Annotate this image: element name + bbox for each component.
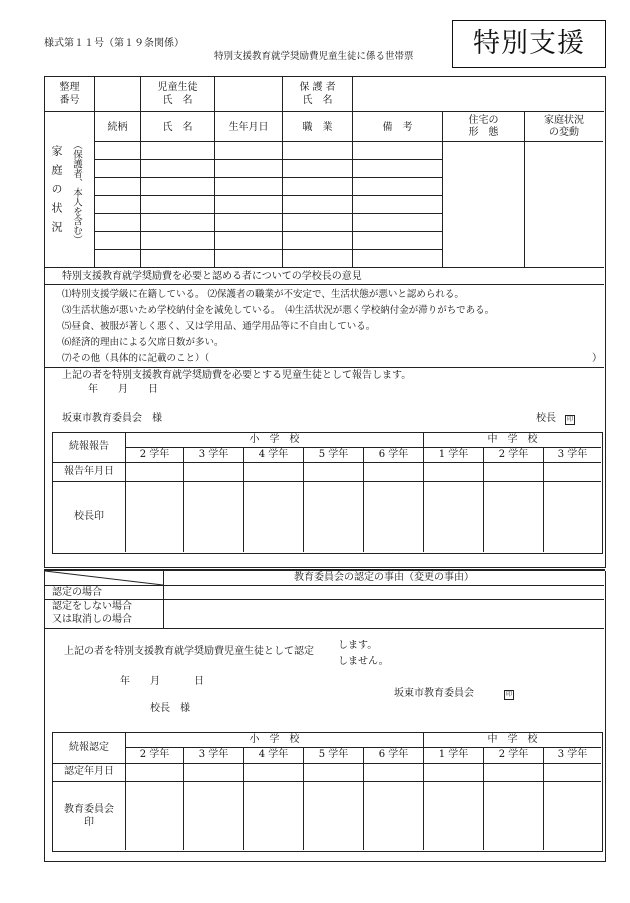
special-support-badge: 特別支援 <box>452 20 606 68</box>
guardian-label: 保 護 者 <box>299 82 336 93</box>
cert-date-year[interactable]: 年 <box>120 676 130 687</box>
report-grade: 4 学年 <box>258 449 289 460</box>
cert-grade: 5 学年 <box>318 749 349 760</box>
not-approved-label: 認定をしない場合 <box>52 601 132 612</box>
board-seal-icon: 印 <box>505 691 512 698</box>
cert-grade: 2 学年 <box>139 749 170 760</box>
family-status-label: 家庭の状況 <box>50 145 63 240</box>
certify-yes-option[interactable]: します。 <box>338 640 378 651</box>
board-addressee: 坂東市教育委員会 様 <box>62 413 162 424</box>
not-approved-reason-field[interactable] <box>164 600 603 628</box>
principal-addressee: 校長 様 <box>150 703 190 714</box>
housing-field[interactable] <box>443 142 524 266</box>
opinion-item-6[interactable]: ⑹経済的理由による欠席日数が多い。 <box>62 337 224 348</box>
family-status-sub-label: （保護者、本人を含む） <box>71 140 82 245</box>
form-number: 様式第１１号（第１９条関係） <box>44 38 184 49</box>
cert-date-day[interactable]: 日 <box>194 676 204 687</box>
guardian-name-field[interactable] <box>353 77 603 111</box>
col-housing-line1: 住宅の <box>468 115 499 126</box>
cert-date-row-label: 認定年月日 <box>64 766 114 777</box>
report-date-row-label: 報告年月日 <box>64 466 114 477</box>
report-grade: 3 学年 <box>557 449 588 460</box>
col-change-line2: の変動 <box>549 127 579 138</box>
board-reason-heading: 教育委員会の認定の事由（変更の事由） <box>294 572 474 583</box>
diagonal-divider-icon <box>45 571 163 585</box>
family-change-field[interactable] <box>525 142 603 266</box>
report-grade: 6 学年 <box>378 449 409 460</box>
guardian-name-label: 氏 名 <box>302 95 333 106</box>
cert-seal-row-label-1: 教育委員会 <box>64 804 114 815</box>
family-member-rows[interactable] <box>95 142 442 266</box>
approved-label: 認定の場合 <box>52 587 102 598</box>
opinion-item-3-4[interactable]: ⑶生活状態が悪いため学校納付金を減免している。 ⑷生活状況が悪く学校納付金が滞りがちである。 <box>62 305 495 316</box>
report-entry-cells[interactable] <box>126 463 601 552</box>
report-seal-row-label: 校長印 <box>74 511 104 522</box>
report-grade: 5 学年 <box>318 449 349 460</box>
cert-date-month[interactable]: 月 <box>150 676 160 687</box>
certify-no-option[interactable]: しません。 <box>338 656 389 667</box>
student-name-field[interactable] <box>215 77 282 111</box>
student-name-label: 氏 名 <box>162 95 193 106</box>
seiri-number-field[interactable] <box>95 77 140 111</box>
bangou-label: 番号 <box>59 95 80 106</box>
cert-junior-label: 中 学 校 <box>487 734 538 745</box>
cert-elementary-label: 小 学 校 <box>249 734 300 745</box>
approved-reason-field[interactable] <box>164 586 603 599</box>
opinion-item-7[interactable]: ⑺その他（具体的に記載のこと）（ <box>62 353 210 364</box>
form-title: 特別支援教育就学奨励費児童生徒に係る世帯票 <box>214 51 414 62</box>
col-occupation: 職 業 <box>302 122 333 133</box>
revoked-label: 又は取消しの場合 <box>52 614 132 625</box>
cert-grade: 4 学年 <box>258 749 289 760</box>
col-birthdate: 生年月日 <box>228 122 269 133</box>
report-grade: 2 学年 <box>139 449 170 460</box>
report-junior-label: 中 学 校 <box>487 434 538 445</box>
opinion-heading: 特別支援教育就学奨励費を必要と認める者についての学校長の意見 <box>62 271 362 282</box>
certification-statement: 上記の者を特別支援教育就学奨励費児童生徒として認定 <box>64 646 314 657</box>
cert-grade: 3 学年 <box>198 749 229 760</box>
col-change-line1: 家庭状況 <box>544 115 584 126</box>
student-label: 児童生徒 <box>157 82 198 93</box>
opinion-close-paren: ） <box>592 353 602 364</box>
principal-label: 校長 <box>536 413 556 424</box>
cert-grade: 6 学年 <box>378 749 409 760</box>
col-relation: 続柄 <box>107 122 128 133</box>
board-name: 坂東市教育委員会 <box>394 688 474 699</box>
report-grade: 2 学年 <box>498 449 529 460</box>
col-name: 氏 名 <box>162 122 193 133</box>
report-table-label: 続報報告 <box>69 441 109 452</box>
cert-grade: 3 学年 <box>557 749 588 760</box>
cert-entry-cells[interactable] <box>126 764 601 850</box>
report-date[interactable]: 年 月 日 <box>88 384 158 395</box>
col-remarks: 備 考 <box>382 122 413 133</box>
cert-table-label: 続報認定 <box>69 742 109 753</box>
cert-grade: 2 学年 <box>498 749 529 760</box>
seiri-label: 整理 <box>59 82 80 93</box>
report-statement: 上記の者を特別支援教育就学奨励費を必要とする児童生徒として報告します。 <box>62 370 412 381</box>
report-grade: 3 学年 <box>198 449 229 460</box>
principal-seal-icon: 印 <box>566 416 573 423</box>
report-grade: 1 学年 <box>438 449 469 460</box>
opinion-item-5[interactable]: ⑸昼食、被服が著しく悪く、又は学用品、通学用品等に不自由している。 <box>62 321 376 332</box>
cert-grade: 1 学年 <box>438 749 469 760</box>
opinion-item-1-2[interactable]: ⑴特別支援学級に在籍している。 ⑵保護者の職業が不安定で、生活状態が悪いと認められる。 <box>62 289 464 300</box>
report-elementary-label: 小 学 校 <box>249 434 300 445</box>
col-housing-line2: 形 態 <box>468 127 499 138</box>
cert-seal-row-label-2: 印 <box>84 817 94 828</box>
